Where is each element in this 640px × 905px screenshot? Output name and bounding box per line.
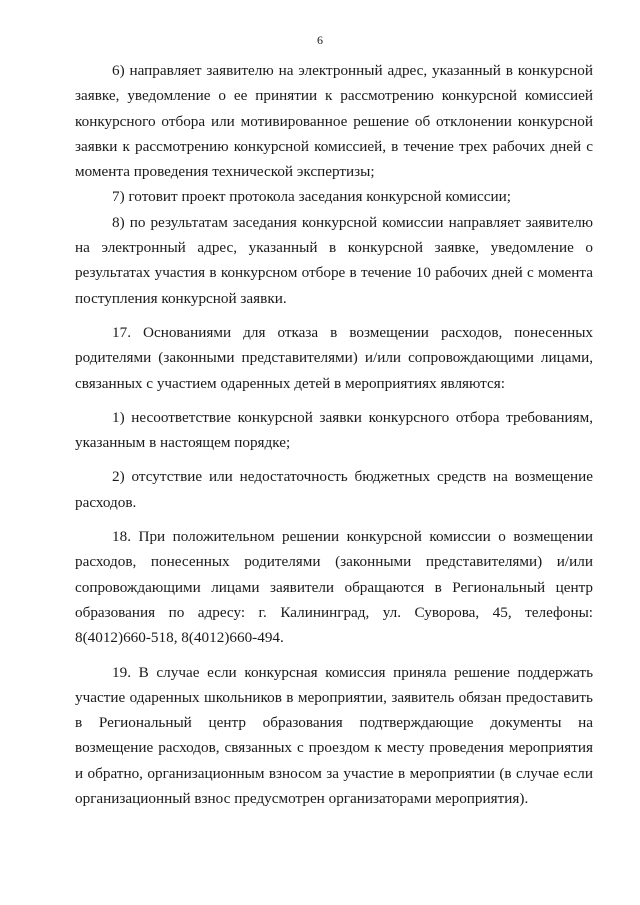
list-item-7: 7) готовит проект протокола заседания конкурсной комиссии;	[112, 188, 511, 206]
clause-17-item-1: 1) несоответствие конкурсной заявки конкурсного отбора требованиям, указанным в настоящем порядке;	[75, 408, 593, 452]
document-body	[75, 58, 593, 811]
clause-19: 19. В случае если конкурсная комиссия приняла решение поддержать участие одаренных школьников в мероприятии, заявитель обязан предоставить в Региональный центр образования подтверждающие документы на возмещение расходов, связанных с проездом к месту проведения мероприятия и обратно, организационным взносом за участие в мероприятии (в случае если организационный взнос предусмотрен организаторами мероприятия).	[75, 663, 593, 808]
clause-17: 17. Основаниями для отказа в возмещении расходов, понесенных родителями (законными представителями) и/или сопровождающими лицами, связанных с участием одаренных детей в мероприятиях являются:	[75, 323, 593, 392]
page-number: 6	[317, 33, 323, 47]
list-item-6: 6) направляет заявителю на электронный адрес, указанный в конкурсной заявке, уведомление о ее принятии к рассмотрению конкурсной комиссией конкурсного отбора или мотивированное решение об отклонении конкурсной заявки к рассмотрению конкурсной комиссией, в течение трех рабочих дней с момента проведения технической экспертизы;	[75, 62, 593, 181]
clause-18: 18. При положительном решении конкурсной комиссии о возмещении расходов, понесенных родителями (законными представителями) и/или сопровождающими лицами заявители обращаются в Региональный центр образования по адресу: г. Калининград, ул. Суворова, 45, телефоны: 8(4012)660-518, 8(4012)660-494.	[75, 528, 593, 647]
clause-17-item-2: 2) отсутствие или недостаточность бюджетных средств на возмещение расходов.	[75, 468, 593, 511]
list-item-8: 8) по результатам заседания конкурсной комиссии направляет заявителю на электронный адрес, указанный в конкурсной заявке, уведомление о результатах участия в конкурсном отборе в течение 10 рабочих дней с момента поступления конкурсной заявки.	[75, 213, 593, 307]
